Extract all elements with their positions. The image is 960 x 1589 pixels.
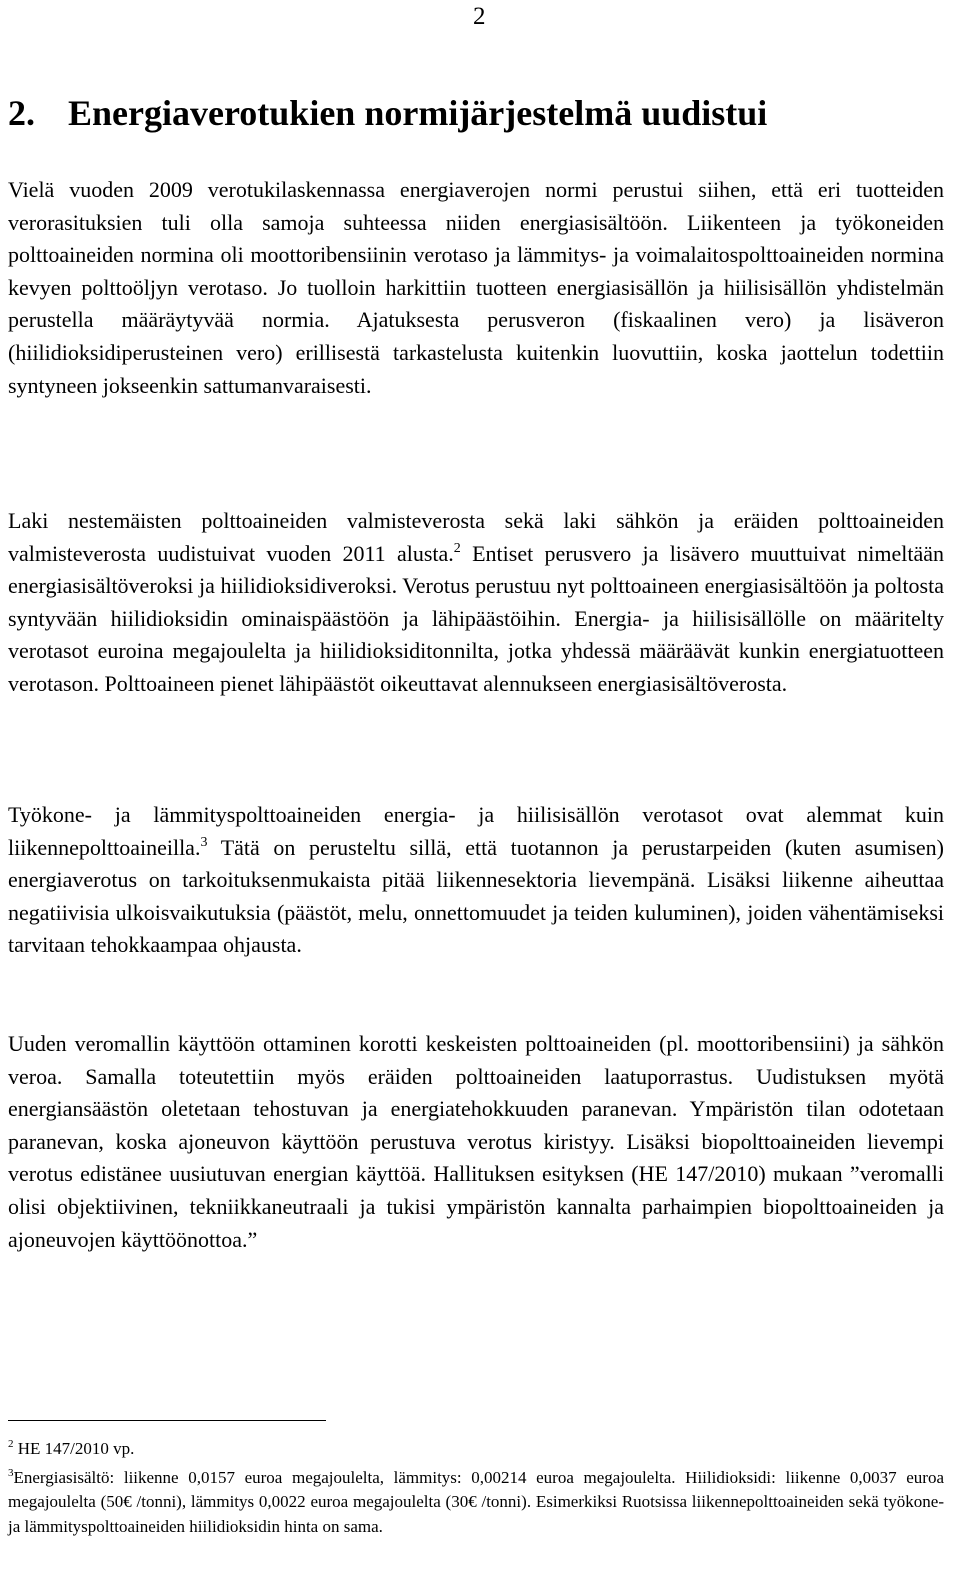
footnote-reference[interactable]: 3 [200, 834, 208, 850]
footnote-2 [8, 1437, 944, 1461]
paragraph-text: Vielä vuoden 2009 verotukilaskennassa energiaverojen normi perustui siihen, että eri tuotteiden verorasituksien tuli olla samoja suhteessa niiden energiasisältöön. Liikenteen ja työkoneiden polttoaineiden normina oli moottoribensiinin verotaso ja lämmitys- ja voimalaitospolttoaineiden normina kevyen polttoöljyn verotaso. Jo tuolloin harkittiin tuotteen energiasisällön ja hiilisisällön yhdistelmän perustella määräytyvää normia. Ajatuksesta perusveron (fiskaalinen vero) ja lisäveron (hiilidioksidiperusteinen vero) erillisestä tarkastelusta kuitenkin luovuttiin, koska jaottelun todettiin syntyneen jokseenkin sattumanvaraisesti. [8, 177, 944, 398]
footnote-reference[interactable]: 2 [453, 540, 461, 556]
footnote-text: HE 147/2010 vp. [13, 1439, 135, 1458]
paragraph-text: Uuden veromallin käyttöön ottaminen korotti keskeisten polttoaineiden (pl. moottoribensiini) ja sähkön veroa. Samalla toteutettiin myös eräiden polttoaineiden laatuporrastus. Uudistuksen myötä energiansäästön oletetaan tehostuvan ja energiatehokkuuden paranevan. Ympäristön tilan odotetaan paranevan, koska ajoneuvon käyttöön perustuva verotus kiristyy. Lisäksi biopolttoaineiden lievempi verotus edistänee uusiutuvan energian käyttöä. Hallituksen esityksen (HE 147/2010) mukaan ”veromalli olisi objektiivinen, tekniikkaneutraali ja tukisi ympäristön kannalta parhaimpien biopolttoaineiden ja ajoneuvojen käyttöönottoa.” [8, 1031, 944, 1252]
paragraph-text: Työkone- ja lämmityspolttoaineiden energia- ja hiilisisällön verotasot ovat alemmat kuin liikennepolttoaineilla. [8, 802, 944, 860]
paragraph-3 [8, 799, 944, 962]
section-number: 2. [8, 93, 35, 133]
paragraph-text: Entiset perusvero ja lisävero muuttuivat nimeltään energiasisältöveroksi ja hiilidioksidiveroksi. Verotus perustuu nyt polttoaineen energiasisältöön ja poltosta syntyvään hiilidioksidin ominaispäästöön ja lähipäästöihin. Energia- ja hiilisisällölle on määritelty verotasot euroina megajoulelta ja hiilidioksiditonnilta, jotka yhdessä määräävät kunkin energiatuotteen verotason. Polttoaineen pienet lähipäästöt oikeuttavat alennukseen energiasisältöverosta. [8, 540, 945, 696]
page-number: 2 [473, 3, 486, 30]
footnote-text: Energiasisältö: liikenne 0,0157 euroa megajoulelta, lämmitys: 0,00214 euroa megajoulelta. Hiilidioksidi: liikenne 0,0037 euroa megajoulelta (50€ /tonni), lämmitys 0,0022 euroa megajoulelta (30€ /tonni). Esimerkiksi Ruotsissa liikennepolttoaineiden sekä työkone- ja lämmityspolttoaineiden hiilidioksidin hinta on sama. [8, 1468, 944, 1536]
paragraph-1 [8, 174, 944, 402]
section-heading [8, 90, 767, 136]
paragraph-text: Laki nestemäisten polttoaineiden valmisteverosta sekä laki sähkön ja eräiden polttoaineiden valmisteverosta uudistuivat vuoden 2011 alusta. [8, 508, 944, 566]
footnote-divider [8, 1420, 326, 1421]
section-title: Energiaverotukien normijärjestelmä uudistui [68, 93, 768, 133]
paragraph-2 [8, 505, 944, 701]
paragraph-4 [8, 1028, 944, 1256]
footnote-marker: 2 [8, 1438, 14, 1450]
paragraph-text: Tätä on perusteltu sillä, että tuotannon ja perustarpeiden (kuten asumisen) energiaverotus on tarkoituksenmukaista pitää liikennesektoria lievempänä. Lisäksi liikenne aiheuttaa negatiivisia ulkoisvaikutuksia (päästöt, melu, onnettomuudet ja teiden kuluminen), joiden vähentämiseksi tarvitaan tehokkaampaa ohjausta. [8, 834, 944, 958]
footnote-3 [8, 1466, 944, 1539]
footnote-marker: 3 [8, 1467, 14, 1479]
